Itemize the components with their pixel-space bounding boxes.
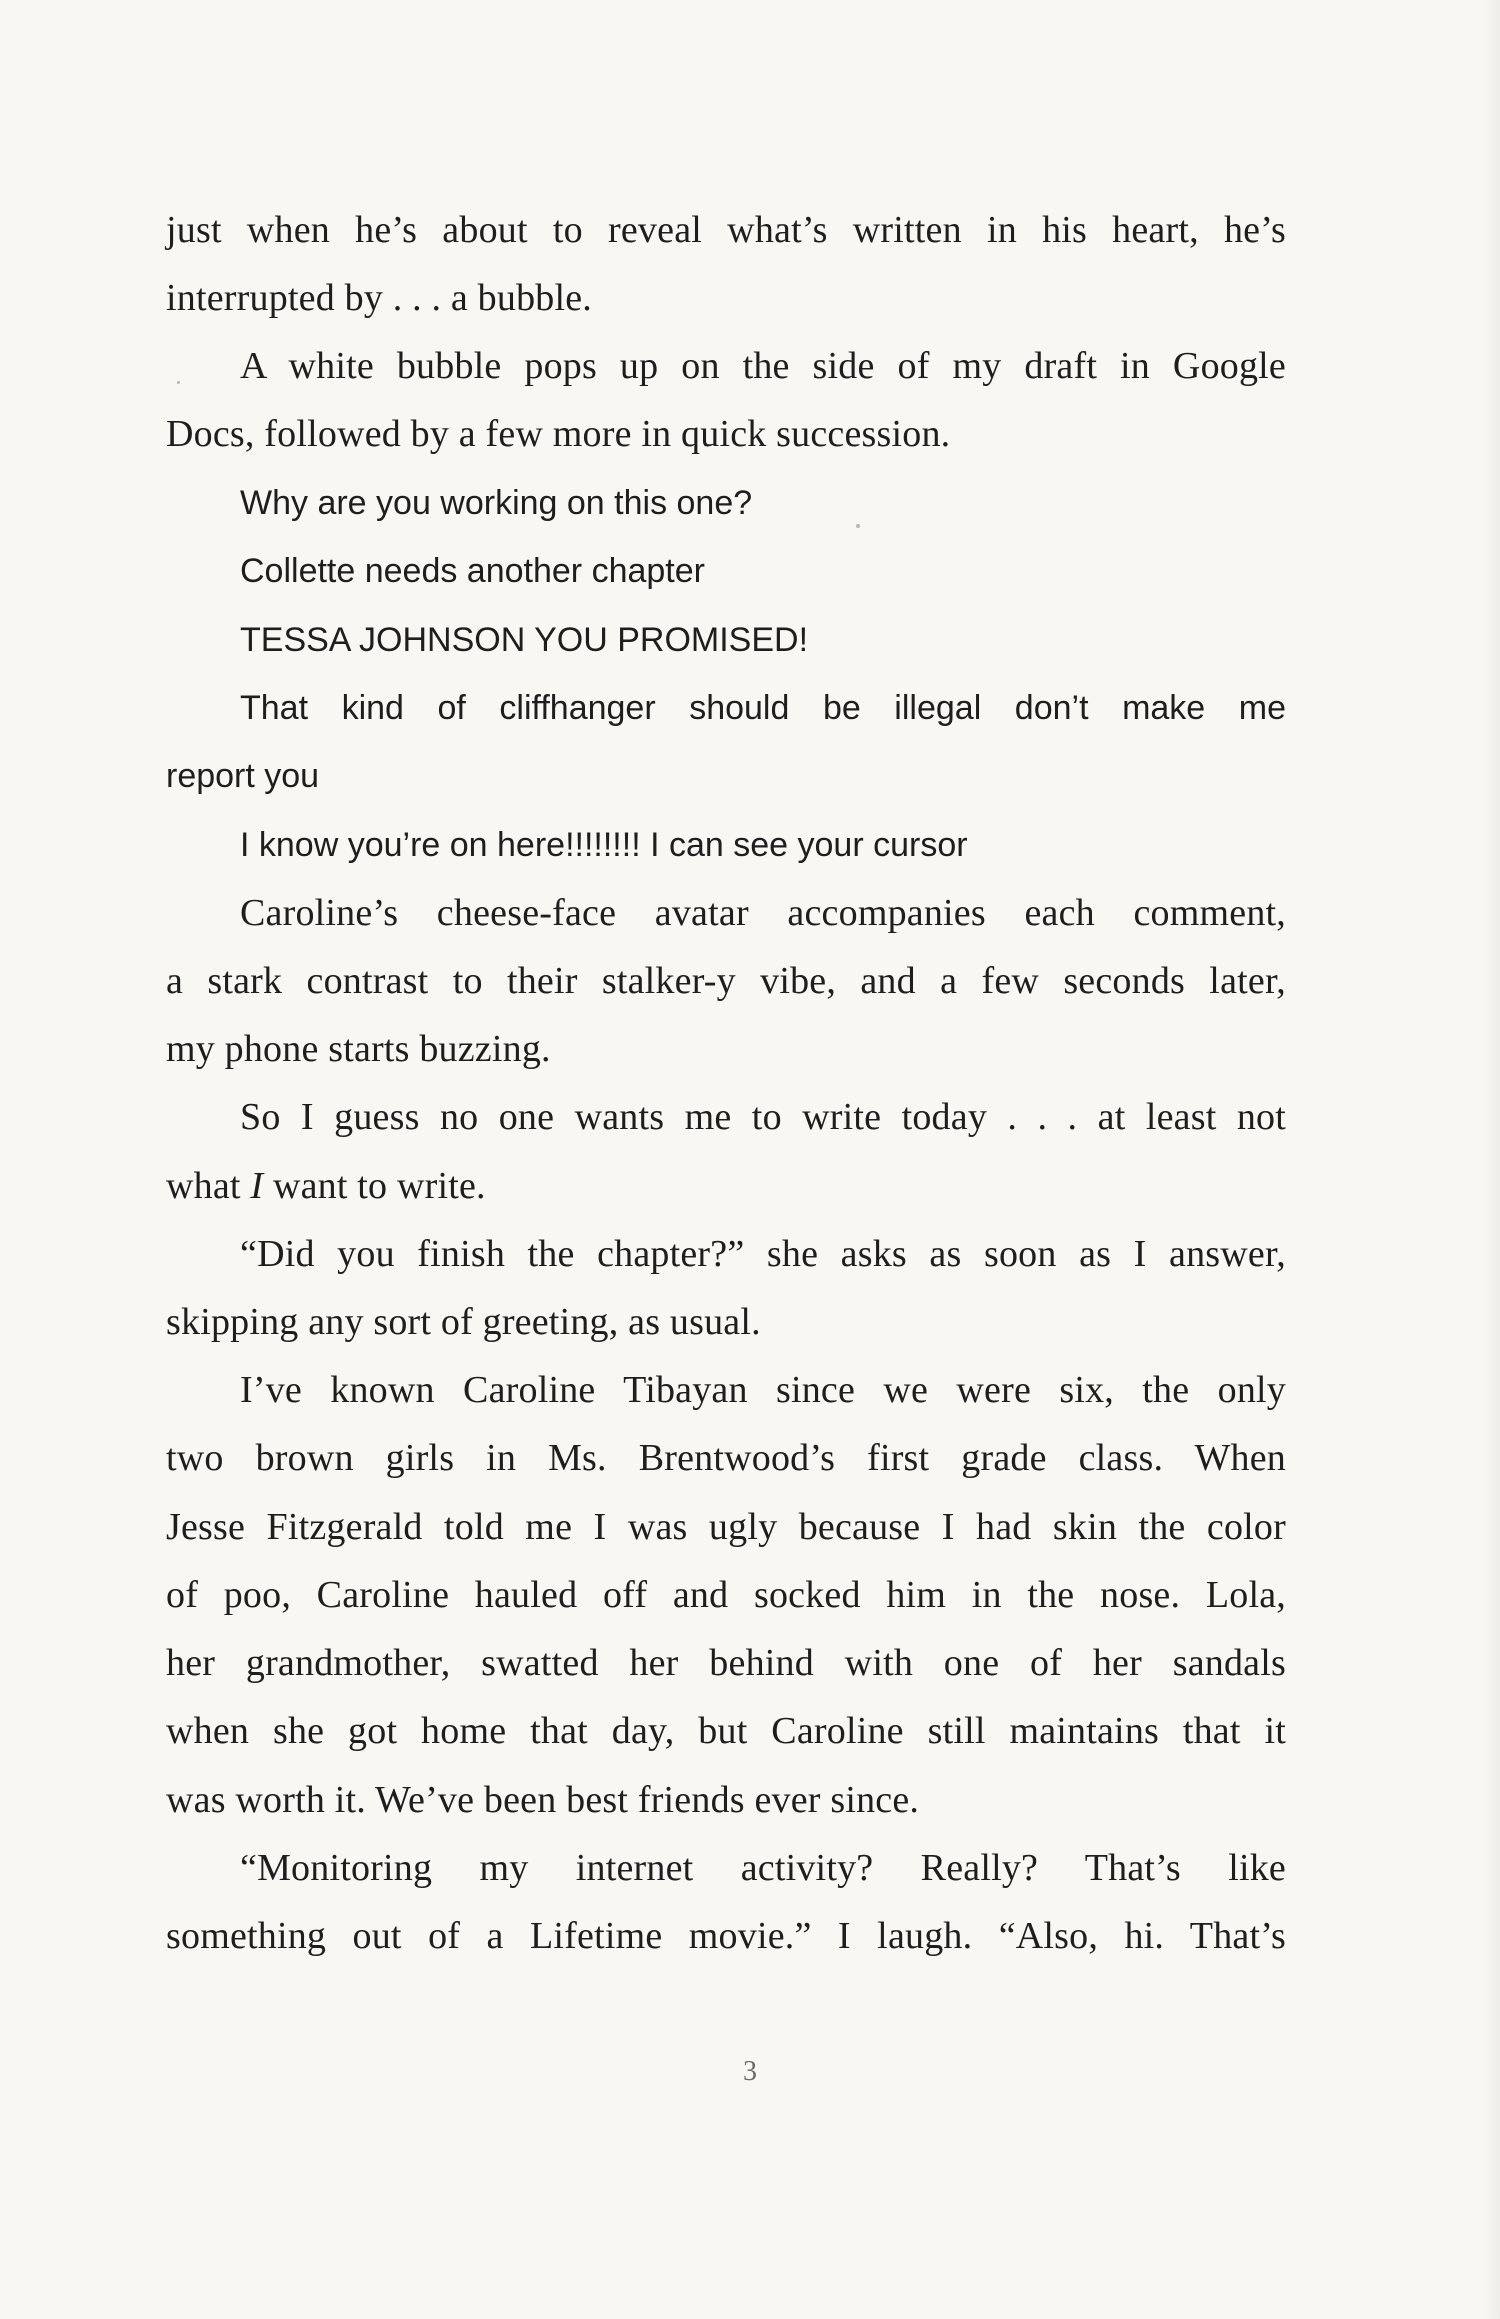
text-line: “Monitoring my internet activity? Really? That’s like (240, 1847, 1286, 1889)
text-line: when she got home that day, but Caroline still maintains that it (166, 1710, 1286, 1752)
text-line: interrupted by . . . a bubble. (166, 277, 593, 319)
page-number: 3 (743, 2056, 757, 2087)
text-line: A white bubble pops up on the side of my draft in Google (240, 345, 1286, 387)
text-line: of poo, Caroline hauled off and socked him in the nose. Lola, (166, 1574, 1286, 1616)
comment-line: Why are you working on this one? (240, 484, 753, 522)
comment-line: I know you’re on here!!!!!!!! I can see your cursor (240, 826, 968, 864)
text-line: Caroline’s cheese-face avatar accompanies each comment, (240, 892, 1286, 934)
text-line: her grandmother, swatted her behind with one of her sandals (166, 1642, 1286, 1684)
text-line: a stark contrast to their stalker-y vibe, and a few seconds later, (166, 960, 1286, 1002)
comment-line: Collette needs another chapter (240, 552, 705, 590)
text-line: skipping any sort of greeting, as usual. (166, 1301, 761, 1343)
text-span: want to write. (272, 1165, 486, 1207)
text-line: Jesse Fitzgerald told me I was ugly because I had skin the color (166, 1506, 1286, 1548)
page-edge-shadow (1482, 0, 1500, 2319)
comment-line: report you (166, 757, 320, 795)
text-line: something out of a Lifetime movie.” I laugh. “Also, hi. That’s (166, 1915, 1286, 1957)
text-line: my phone starts buzzing. (166, 1028, 551, 1070)
paper-speck (856, 524, 860, 528)
comment-line: That kind of cliffhanger should be illegal don’t make me (240, 689, 1286, 727)
text-line: was worth it. We’ve been best friends ever since. (166, 1779, 920, 1821)
paper-speck (177, 381, 180, 384)
text-line (166, 1156, 1286, 1216)
comment-line: TESSA JOHNSON YOU PROMISED! (240, 621, 809, 659)
text-line: So I guess no one wants me to write today . . . at least not (240, 1096, 1286, 1138)
text-line: two brown girls in Ms. Brentwood’s first grade class. When (166, 1437, 1286, 1479)
text-line: “Did you finish the chapter?” she asks as soon as I answer, (240, 1233, 1286, 1275)
emphasis-text: I (250, 1165, 264, 1207)
text-span: what (166, 1165, 241, 1207)
text-line: Docs, followed by a few more in quick succession. (166, 413, 951, 455)
text-line: I’ve known Caroline Tibayan since we were six, the only (240, 1369, 1286, 1411)
text-line: just when he’s about to reveal what’s written in his heart, he’s (166, 209, 1286, 251)
